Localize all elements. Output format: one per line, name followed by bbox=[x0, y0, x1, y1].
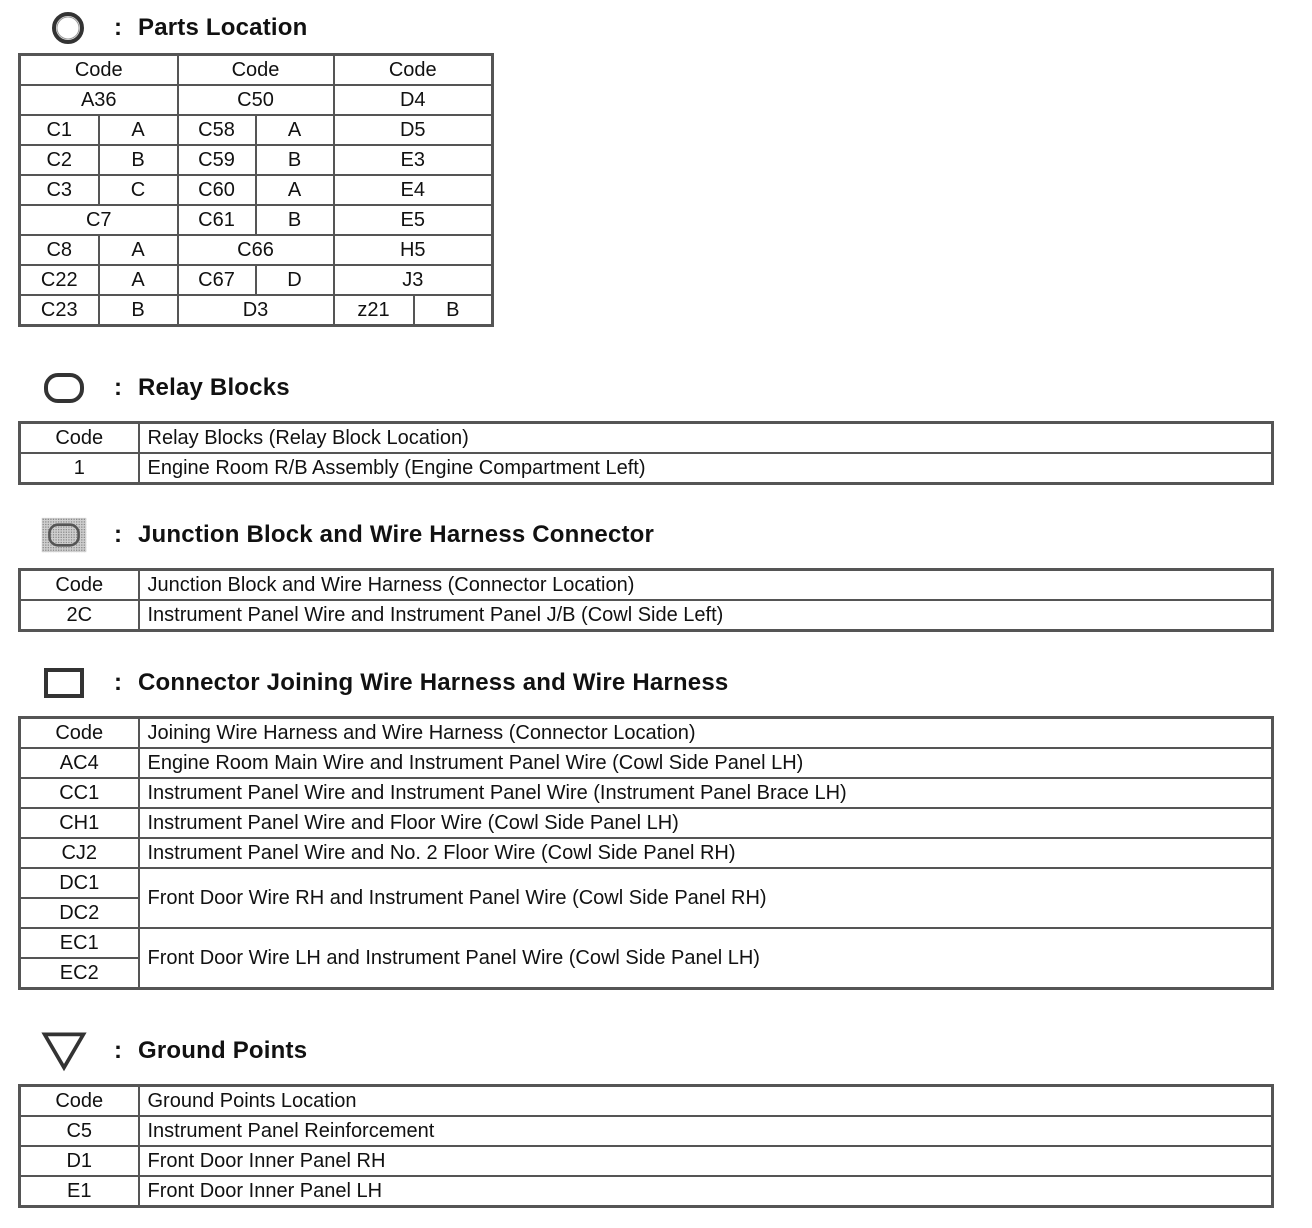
desc-cell: Front Door Inner Panel LH bbox=[139, 1176, 1273, 1207]
table-row bbox=[20, 85, 493, 115]
code-cell: E1 bbox=[20, 1176, 139, 1207]
desc-cell: Engine Room Main Wire and Instrument Panel Wire (Cowl Side Panel LH) bbox=[139, 748, 1273, 778]
code-cell: z21 bbox=[334, 295, 414, 326]
table-row bbox=[20, 235, 493, 265]
code-cell: 2C bbox=[20, 600, 139, 631]
desc-cell: Front Door Inner Panel RH bbox=[139, 1146, 1273, 1176]
triangle-down-icon bbox=[40, 1031, 88, 1071]
relay-blocks-heading bbox=[40, 368, 290, 408]
header-desc-cell: Joining Wire Harness and Wire Harness (Connector Location) bbox=[139, 718, 1273, 749]
desc-cell: Instrument Panel Wire and Floor Wire (Cowl Side Panel LH) bbox=[139, 808, 1273, 838]
code-cell: C50 bbox=[178, 85, 334, 115]
code-cell: C2 bbox=[20, 145, 99, 175]
code-cell: CJ2 bbox=[20, 838, 139, 868]
code-cell: D1 bbox=[20, 1146, 139, 1176]
header-code-cell: Code bbox=[20, 570, 139, 601]
sub-code-cell: A bbox=[256, 175, 334, 205]
sub-code-cell: D bbox=[256, 265, 334, 295]
code-cell: C3 bbox=[20, 175, 99, 205]
shaded-rounded-rect-icon bbox=[40, 515, 88, 555]
code-cell: E4 bbox=[334, 175, 493, 205]
section-title: Connector Joining Wire Harness and Wire Harness bbox=[138, 669, 729, 696]
parts-location-table bbox=[18, 53, 494, 327]
table-row bbox=[20, 265, 493, 295]
colon: : bbox=[114, 669, 122, 696]
table-row bbox=[20, 838, 1273, 868]
relay-blocks-table bbox=[18, 421, 1274, 485]
code-cell: 1 bbox=[20, 453, 139, 484]
code-cell: C1 bbox=[20, 115, 99, 145]
sub-code-cell: B bbox=[256, 145, 334, 175]
code-cell: E5 bbox=[334, 205, 493, 235]
table-row bbox=[20, 778, 1273, 808]
desc-cell: Front Door Wire LH and Instrument Panel Wire (Cowl Side Panel LH) bbox=[139, 928, 1273, 989]
code-cell: C58 bbox=[178, 115, 256, 145]
code-cell: C67 bbox=[178, 265, 256, 295]
table-row bbox=[20, 1176, 1273, 1207]
table-header-row bbox=[20, 718, 1273, 749]
table-row bbox=[20, 175, 493, 205]
junction-block-table bbox=[18, 568, 1274, 632]
table-header-row bbox=[20, 55, 493, 86]
code-cell: C60 bbox=[178, 175, 256, 205]
code-cell: DC1 bbox=[20, 868, 139, 898]
sub-code-cell: B bbox=[414, 295, 493, 326]
header-desc-cell: Junction Block and Wire Harness (Connector Location) bbox=[139, 570, 1273, 601]
code-cell: D3 bbox=[178, 295, 334, 326]
table-header-row bbox=[20, 570, 1273, 601]
sub-code-cell: A bbox=[99, 115, 178, 145]
table-row bbox=[20, 748, 1273, 778]
header-code-cell: Code bbox=[20, 1086, 139, 1117]
junction-block-heading bbox=[40, 515, 654, 555]
section-title: Ground Points bbox=[138, 1037, 308, 1064]
colon: : bbox=[114, 521, 122, 548]
header-desc-cell: Relay Blocks (Relay Block Location) bbox=[139, 423, 1273, 454]
sub-code-cell: A bbox=[256, 115, 334, 145]
code-cell: C8 bbox=[20, 235, 99, 265]
header-desc-cell: Ground Points Location bbox=[139, 1086, 1273, 1117]
sub-code-cell: B bbox=[99, 145, 178, 175]
ground-points-table bbox=[18, 1084, 1274, 1208]
code-cell: J3 bbox=[334, 265, 493, 295]
table-row bbox=[20, 205, 493, 235]
colon: : bbox=[114, 14, 122, 41]
table-row bbox=[20, 145, 493, 175]
sub-code-cell: A bbox=[99, 235, 178, 265]
code-cell: H5 bbox=[334, 235, 493, 265]
desc-cell: Engine Room R/B Assembly (Engine Compartment Left) bbox=[139, 453, 1273, 484]
square-icon bbox=[40, 663, 88, 703]
header-cell: Code bbox=[334, 55, 493, 86]
table-row bbox=[20, 1146, 1273, 1176]
table-row bbox=[20, 1116, 1273, 1146]
table-row bbox=[20, 600, 1273, 631]
sub-code-cell: B bbox=[256, 205, 334, 235]
desc-cell: Instrument Panel Reinforcement bbox=[139, 1116, 1273, 1146]
table-row bbox=[20, 453, 1273, 484]
code-cell: C7 bbox=[20, 205, 178, 235]
code-cell: D4 bbox=[334, 85, 493, 115]
code-cell: CC1 bbox=[20, 778, 139, 808]
header-code-cell: Code bbox=[20, 423, 139, 454]
desc-cell: Instrument Panel Wire and Instrument Panel J/B (Cowl Side Left) bbox=[139, 600, 1273, 631]
table-header-row bbox=[20, 423, 1273, 454]
table-row bbox=[20, 808, 1273, 838]
sub-code-cell: C bbox=[99, 175, 178, 205]
section-title: Relay Blocks bbox=[138, 374, 290, 401]
code-cell: AC4 bbox=[20, 748, 139, 778]
connector-joining-heading bbox=[40, 663, 728, 703]
sub-code-cell: B bbox=[99, 295, 178, 326]
code-cell: A36 bbox=[20, 85, 178, 115]
code-cell: C61 bbox=[178, 205, 256, 235]
desc-cell: Instrument Panel Wire and Instrument Panel Wire (Instrument Panel Brace LH) bbox=[139, 778, 1273, 808]
code-cell: D5 bbox=[334, 115, 493, 145]
rounded-rect-icon bbox=[40, 368, 88, 408]
colon: : bbox=[114, 374, 122, 401]
code-cell: EC1 bbox=[20, 928, 139, 958]
section-title: Parts Location bbox=[138, 14, 308, 41]
parts-location-heading bbox=[40, 8, 308, 48]
section-title: Junction Block and Wire Harness Connector bbox=[138, 521, 655, 548]
header-cell: Code bbox=[178, 55, 334, 86]
code-cell: C59 bbox=[178, 145, 256, 175]
table-row bbox=[20, 295, 493, 326]
code-cell: C22 bbox=[20, 265, 99, 295]
code-cell: C23 bbox=[20, 295, 99, 326]
code-cell: DC2 bbox=[20, 898, 139, 928]
table-row bbox=[20, 928, 1273, 958]
header-code-cell: Code bbox=[20, 718, 139, 749]
code-cell: CH1 bbox=[20, 808, 139, 838]
desc-cell: Front Door Wire RH and Instrument Panel Wire (Cowl Side Panel RH) bbox=[139, 868, 1273, 928]
table-header-row bbox=[20, 1086, 1273, 1117]
desc-cell: Instrument Panel Wire and No. 2 Floor Wire (Cowl Side Panel RH) bbox=[139, 838, 1273, 868]
colon: : bbox=[114, 1037, 122, 1064]
connector-joining-table bbox=[18, 716, 1274, 990]
header-cell: Code bbox=[20, 55, 178, 86]
ground-points-heading bbox=[40, 1031, 307, 1071]
code-cell: EC2 bbox=[20, 958, 139, 989]
circle-icon bbox=[40, 8, 88, 48]
code-cell: E3 bbox=[334, 145, 493, 175]
code-cell: C66 bbox=[178, 235, 334, 265]
table-row bbox=[20, 868, 1273, 898]
code-cell: C5 bbox=[20, 1116, 139, 1146]
table-row bbox=[20, 115, 493, 145]
sub-code-cell: A bbox=[99, 265, 178, 295]
